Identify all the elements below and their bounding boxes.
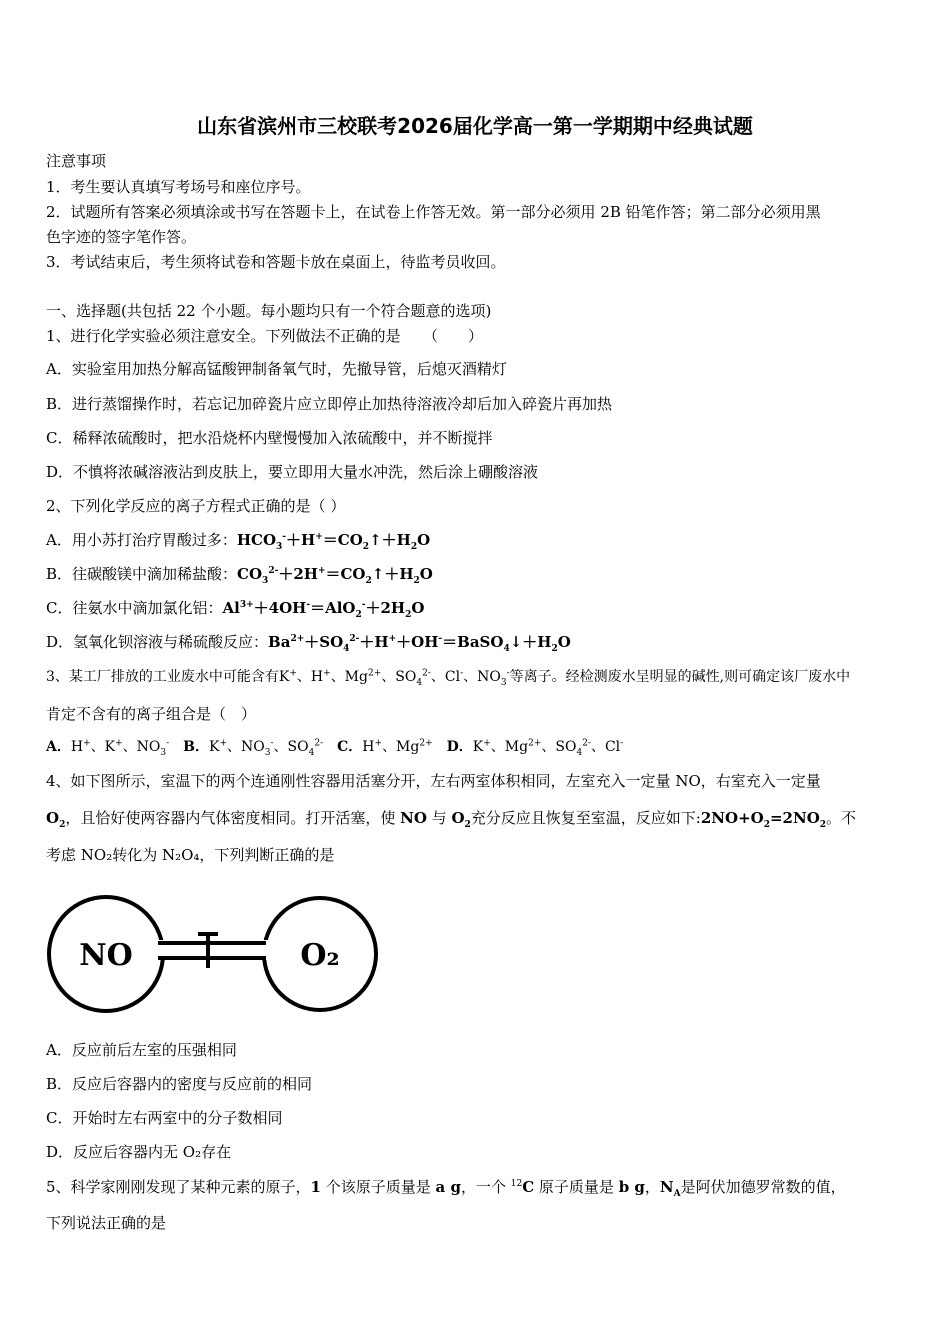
q2-option-c: C．往氨水中滴加氯化铝：$Al^{3+}+4OH^-=AlO_2^-+2H_2O$	[46, 599, 425, 620]
q5-stem-cont: 下列说法正确的是	[46, 1214, 167, 1232]
q2-option-b: B．往碳酸镁中滴加稀盐酸：$CO_3^{2-}+2H^+=CO_2↑+H_2O$	[46, 565, 433, 586]
q4-stem-2: $O_2$，且恰好使两容器内气体密度相同。打开活塞，使 NO 与 $O_2$充分反应且恢复至室温，反应如下$:2NO+O_2=2NO_2$。不	[46, 809, 857, 830]
q4-option-b: B．反应后容器内的密度与反应前的相同	[46, 1075, 313, 1093]
q2-stem: 2、下列化学反应的离子方程式正确的是（ ）	[46, 497, 346, 515]
q4-option-a: A．反应前后左室的压强相同	[46, 1041, 237, 1059]
q1-option-a: A．实验室用加热分解高锰酸钾制备氧气时，先撤导管，后熄灭酒精灯	[46, 360, 507, 378]
notice-item-2-cont: 色字迹的签字笔作答。	[46, 228, 197, 246]
page-title: 山东省滨州市三校联考2026届化学高一第一学期期中经典试题	[197, 114, 753, 138]
q2-option-d: D．氢氧化钡溶液与稀硫酸反应：$Ba^{2+}+SO_4^{2-}+H^++OH^-=BaSO_4↓+H_2O$	[46, 633, 571, 654]
q5-stem: 5、科学家刚刚发现了某种元素的原子，1 个该原子质量是 a g，一个 $^{12}$C 原子质量是 b g，$N_A$是阿伏加德罗常数的值，	[46, 1178, 846, 1199]
q3-stem-cont: 肯定不含有的离子组合是（ ）	[46, 705, 257, 723]
q2-option-a: A．用小苏打治疗胃酸过多：$HCO_3^-+H^+=CO_2↑+H_2O$	[46, 531, 431, 552]
q1-option-b: B．进行蒸馏操作时，若忘记加碎瓷片应立即停止加热待溶液冷却后加入碎瓷片再加热	[46, 395, 613, 413]
q1-option-d: D．不慎将浓碱溶液沾到皮肤上，要立即用大量水冲洗，然后涂上硼酸溶液	[46, 463, 539, 481]
q1-option-c: C．稀释浓硫酸时，把水沿烧杯内壁慢慢加入浓硫酸中，并不断搅拌	[46, 429, 493, 447]
section-heading: 一、选择题(共包括 22 个小题。每小题均只有一个符合题意的选项)	[46, 302, 492, 320]
q4-stem-3: 考虑 NO₂转化为 N₂O₄，下列判断正确的是	[46, 846, 335, 864]
notice-heading: 注意事项	[46, 152, 107, 170]
notice-item-2: 2．试题所有答案必须填涂或书写在答题卡上，在试卷上作答无效。第一部分必须用 2B 铅笔作答；第二部分必须用黑	[46, 203, 821, 221]
q4-stem-1: 4、如下图所示，室温下的两个连通刚性容器用活塞分开，左右两室体积相同，左室充入一定量 NO，右室充入一定量	[46, 772, 821, 790]
q4-option-d: D．反应后容器内无 O₂存在	[46, 1143, 232, 1161]
left-gas-label: NO	[79, 938, 133, 973]
right-gas-label: O₂	[300, 938, 340, 973]
container-diagram	[44, 894, 380, 1018]
notice-item-1: 1．考生要认真填写考场号和座位序号。	[46, 178, 311, 196]
q1-stem: 1、进行化学实验必须注意安全。下列做法不正确的是 （ ）	[46, 327, 484, 345]
q4-option-c: C．开始时左右两室中的分子数相同	[46, 1109, 283, 1127]
notice-item-3: 3．考试结束后，考生须将试卷和答题卡放在桌面上，待监考员收回。	[46, 253, 506, 271]
q3-stem: 3、某工厂排放的工业废水中可能含有K+、H+、$Mg^{2+}$、$SO_4^{2-}$、Cl-、$NO_3^-$等离子。经检测废水呈明显的碱性,则可确定该厂废水中	[46, 668, 851, 688]
q3-options: A．H+、K+、$NO_3^-$ B．K+、$NO_3^-$、$SO_4^{2-}$ C．H+、$Mg^{2+}$ D．K+、$Mg^{2+}$、$SO_4^{2-}$、Cl-	[46, 738, 624, 758]
